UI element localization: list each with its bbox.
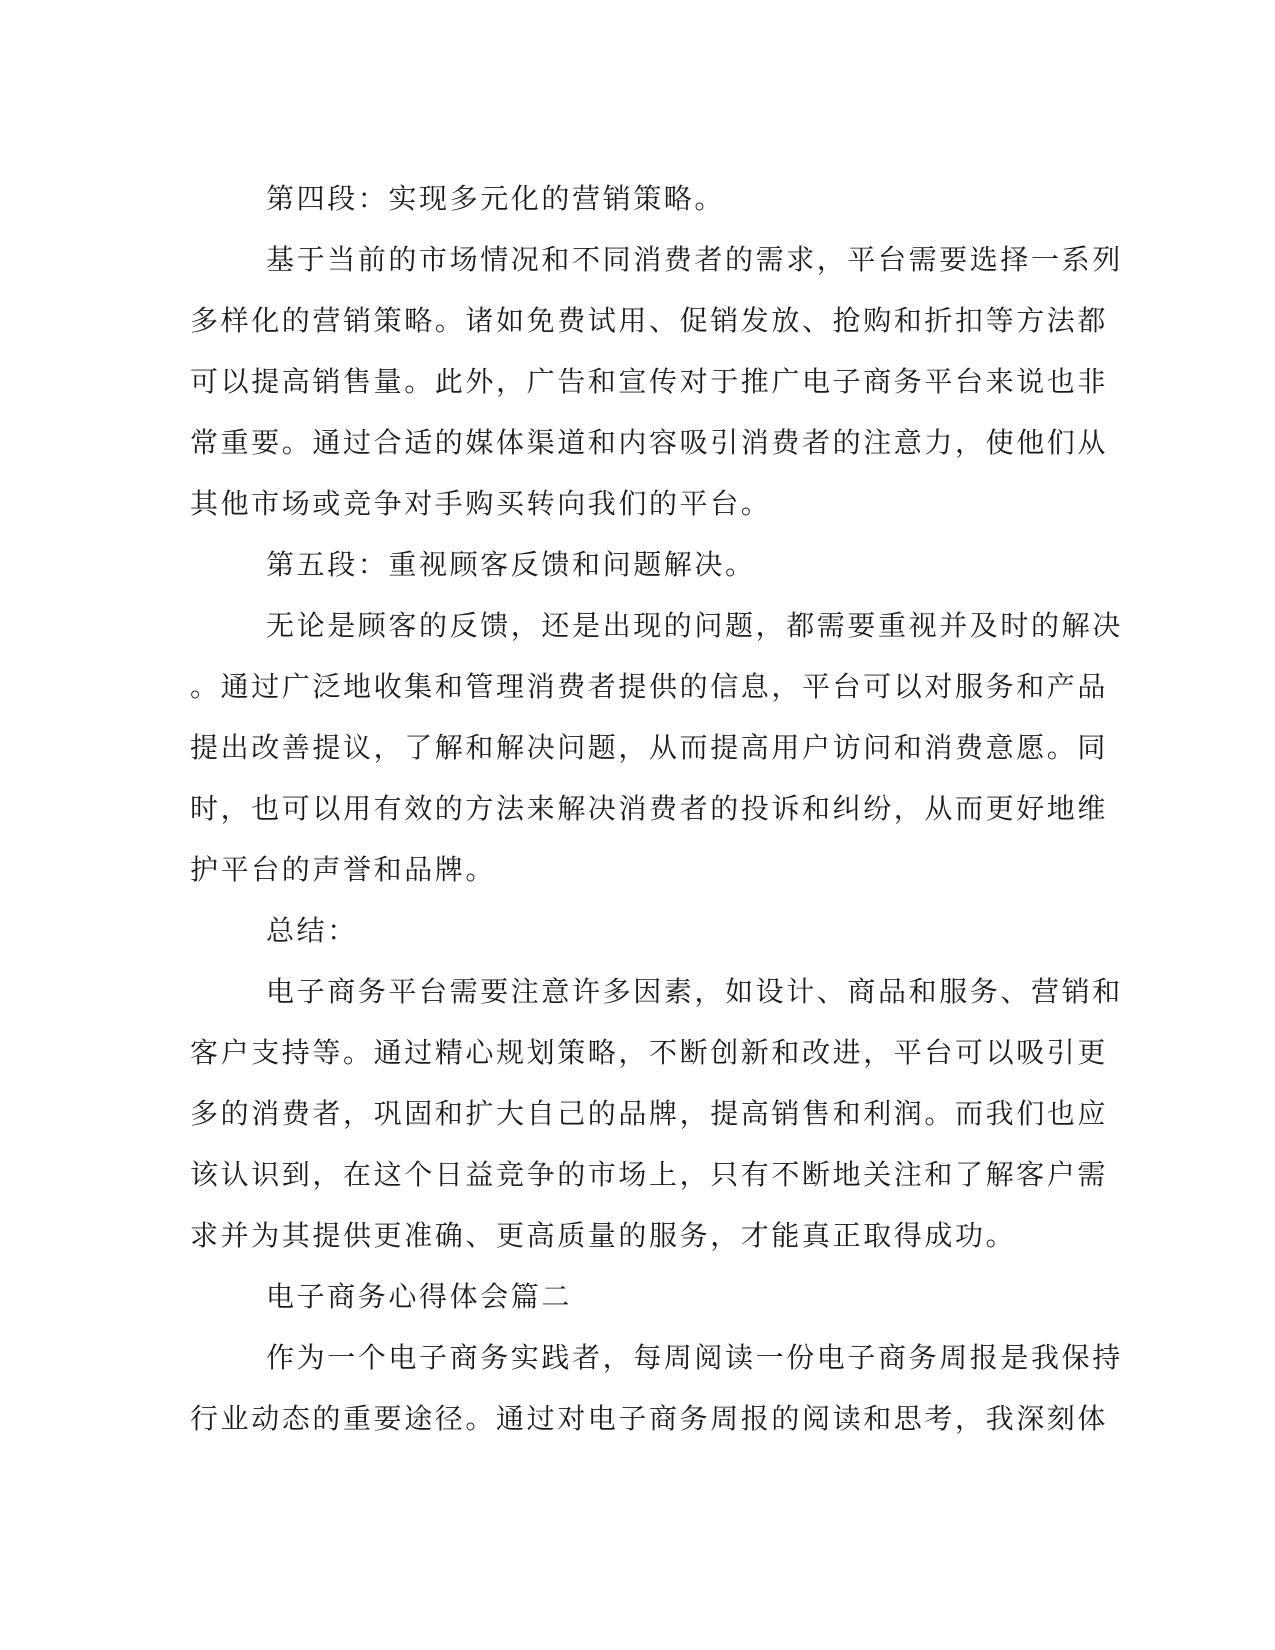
text-line: 时，也可以用有效的方法来解决消费者的投诉和纠纷，从而更好地维: [190, 792, 1109, 825]
text-line: 常重要。通过合适的媒体渠道和内容吸引消费者的注意力，使他们从: [190, 426, 1109, 459]
text-line: 电子商务心得体会篇二: [266, 1280, 573, 1313]
text-line: 行业动态的重要途径。通过对电子商务周报的阅读和思考，我深刻体: [190, 1402, 1109, 1435]
document-body: [190, 168, 1123, 1449]
text-line: 可以提高销售量。此外，广告和宣传对于推广电子商务平台来说也非: [190, 365, 1109, 398]
text-line: 无论是顾客的反馈，还是出现的问题，都需要重视并及时的解决: [266, 609, 1123, 642]
text-line: 多样化的营销策略。诸如免费试用、促销发放、抢购和折扣等方法都: [190, 304, 1109, 337]
text-line: 。通过广泛地收集和管理消费者提供的信息，平台可以对服务和产品: [190, 670, 1109, 703]
text-line: 第四段：实现多元化的营销策略。: [266, 182, 726, 215]
text-line: 求并为其提供更准确、更高质量的服务，才能真正取得成功。: [190, 1219, 1017, 1252]
text-line: 多的消费者，巩固和扩大自己的品牌，提高销售和利润。而我们也应: [190, 1097, 1109, 1130]
text-line: 客户支持等。通过精心规划策略，不断创新和改进，平台可以吸引更: [190, 1036, 1109, 1069]
text-line: 其他市场或竞争对手购买转向我们的平台。: [190, 487, 772, 520]
text-line: 提出改善提议，了解和解决问题，从而提高用户访问和消费意愿。同: [190, 731, 1109, 764]
text-line: 电子商务平台需要注意许多因素，如设计、商品和服务、营销和: [266, 975, 1123, 1008]
text-line: 总结：: [266, 914, 358, 947]
text-line: 该认识到，在这个日益竞争的市场上，只有不断地关注和了解客户需: [190, 1158, 1109, 1191]
text-line: 护平台的声誉和品牌。: [190, 853, 497, 886]
text-line: 作为一个电子商务实践者，每周阅读一份电子商务周报是我保持: [266, 1341, 1123, 1374]
text-line: 基于当前的市场情况和不同消费者的需求，平台需要选择一系列: [266, 243, 1123, 276]
text-line: 第五段：重视顾客反馈和问题解决。: [266, 548, 756, 581]
